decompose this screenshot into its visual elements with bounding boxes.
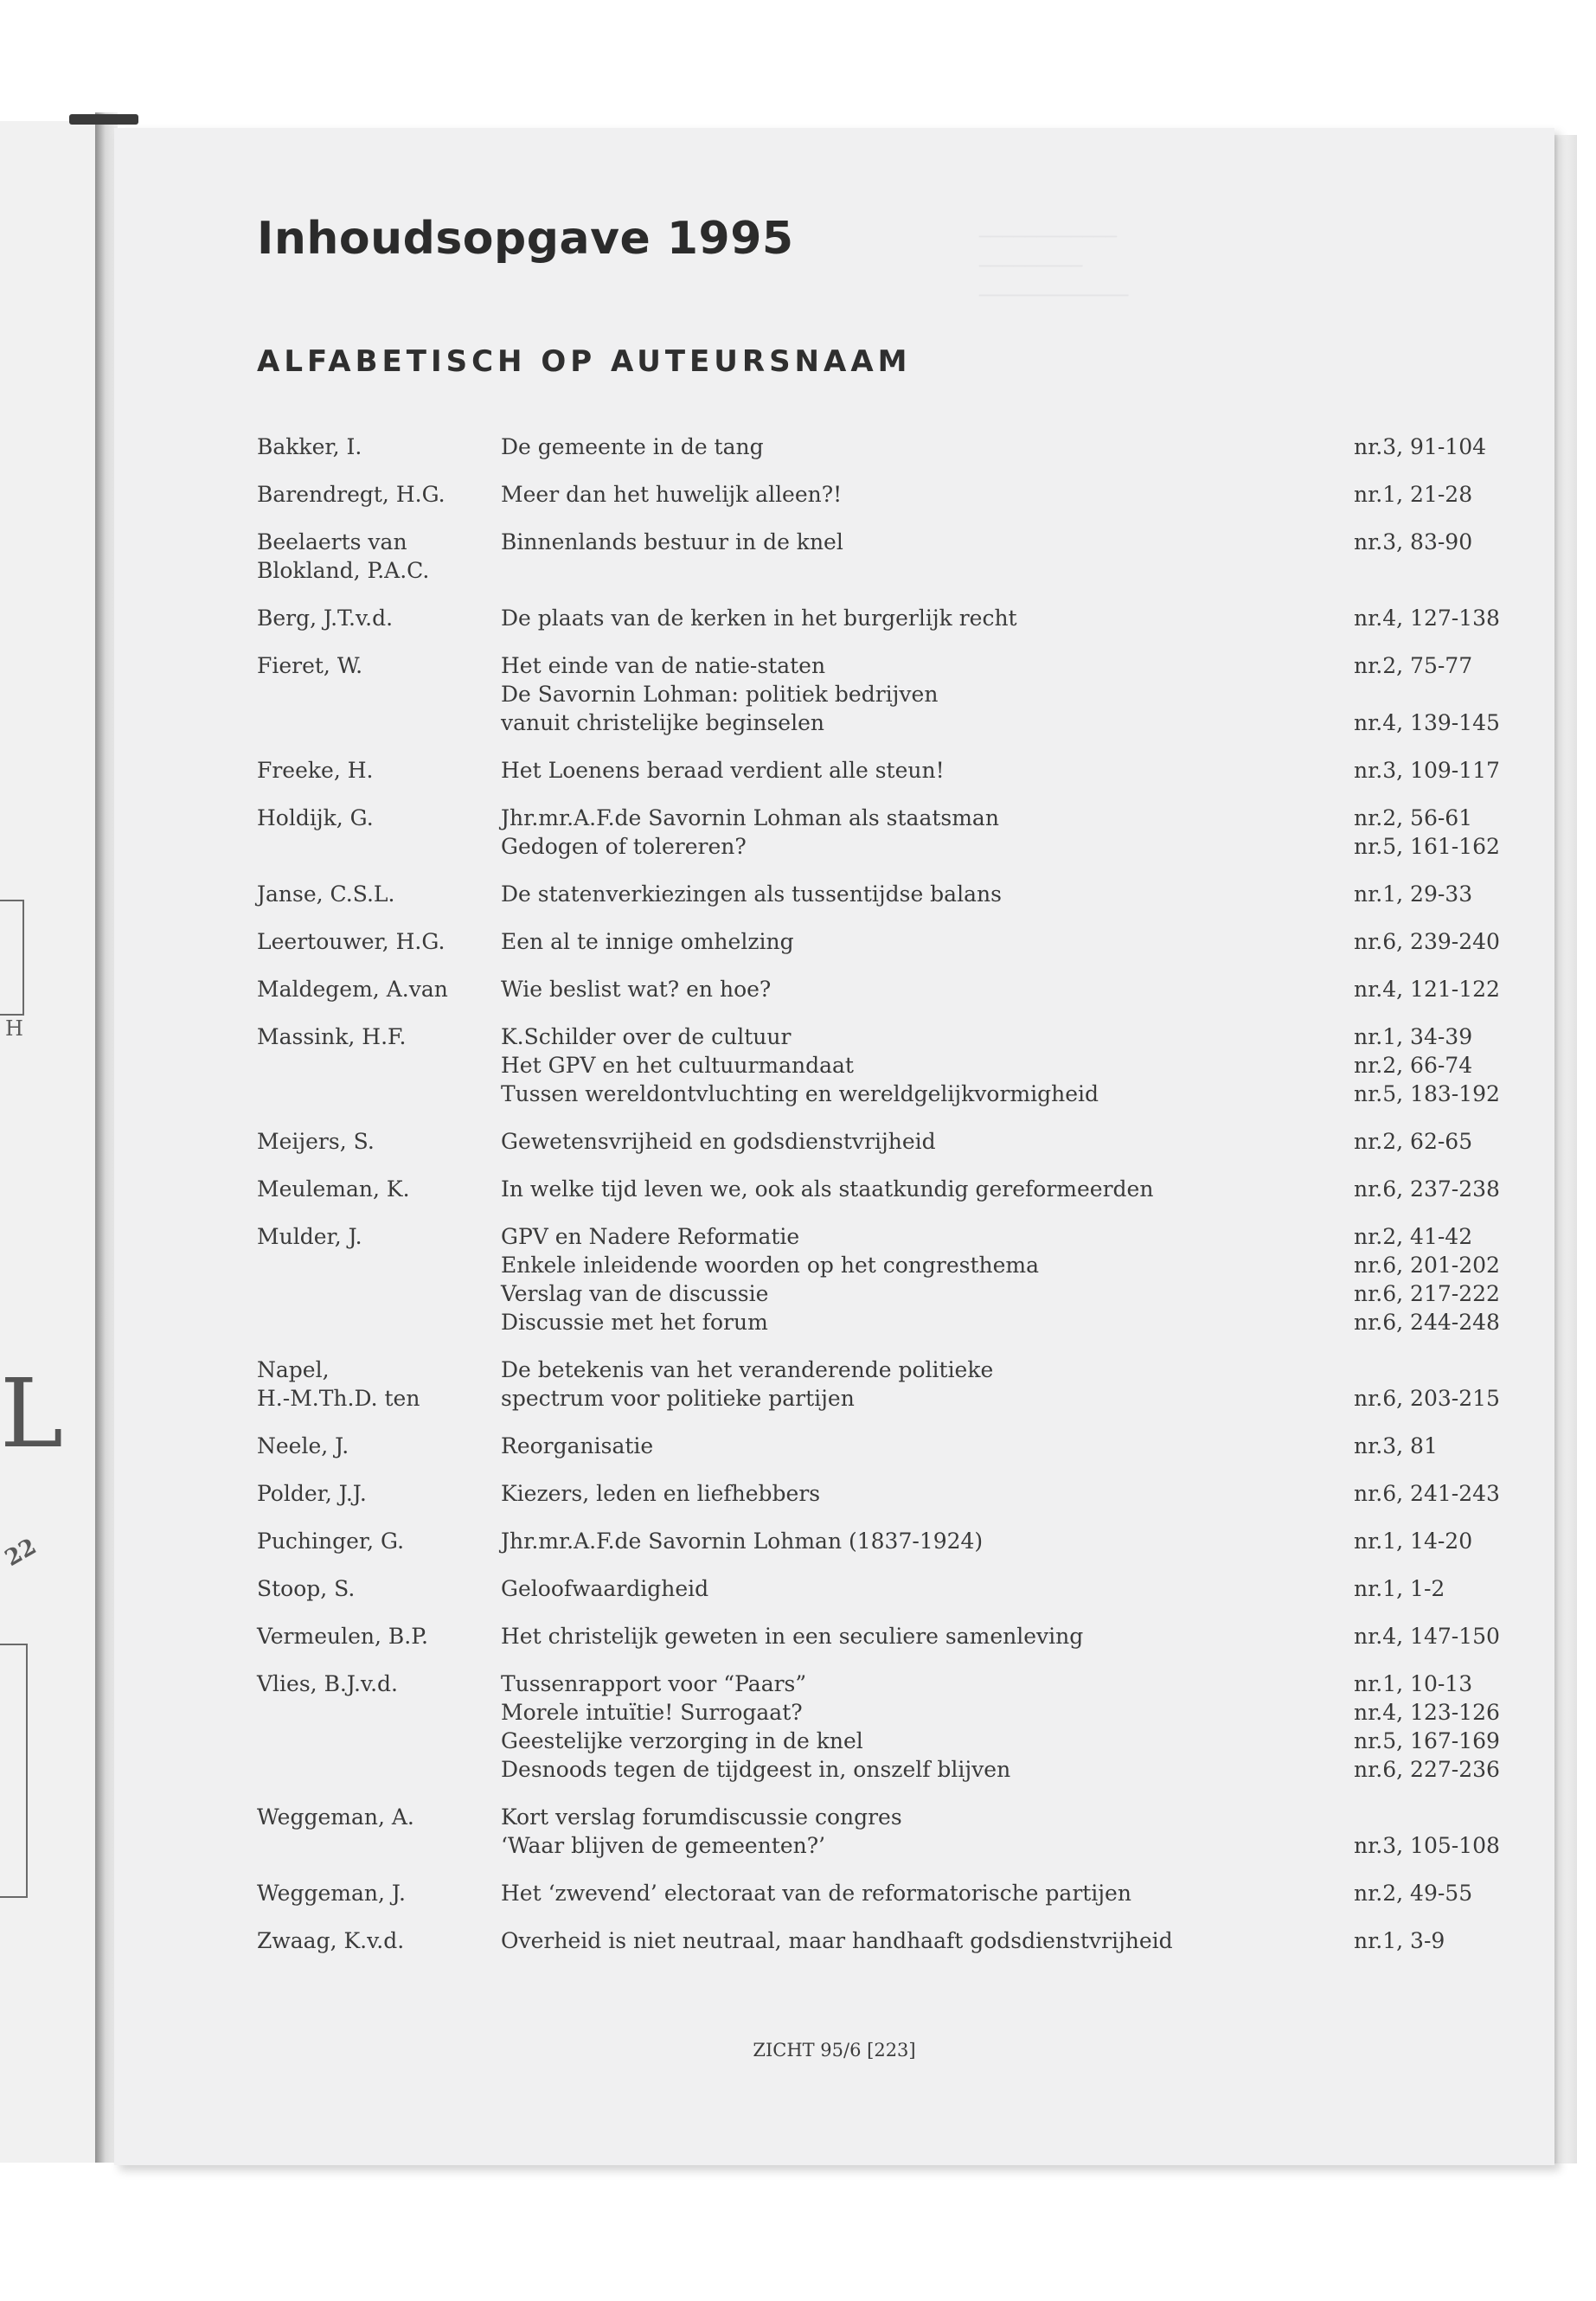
- toc-article-list: [501, 651, 1520, 737]
- toc-article-list: [501, 1670, 1520, 1784]
- toc-article-issue-pages: nr.3, 109-117: [1354, 758, 1500, 783]
- toc-author: Freeke, H.: [257, 758, 374, 783]
- toc-article-list: [501, 975, 1520, 1003]
- toc-article-list: [501, 1574, 1520, 1603]
- toc-article-issue-pages: nr.4, 139-145: [1354, 710, 1500, 735]
- toc-author: Berg, J.T.v.d.: [257, 606, 394, 631]
- toc-article-issue-pages: nr.2, 75-77: [1354, 653, 1473, 678]
- toc-article-issue-pages: nr.2, 62-65: [1354, 1129, 1473, 1154]
- toc-article-issue-pages: nr.4, 123-126: [1354, 1700, 1500, 1725]
- toc-article: [501, 480, 1520, 509]
- toc-article-title: Jhr.mr.A.F.de Savornin Lohman (1837-1924): [501, 1529, 984, 1554]
- toc-article-list: [501, 528, 1520, 556]
- toc-article-title: Verslag van de discussie: [501, 1281, 769, 1306]
- left-page-frame-top: [0, 900, 24, 1016]
- toc-article-title: Het GPV en het cultuurmandaat: [501, 1053, 854, 1078]
- toc-article-title: De gemeente in de tang: [501, 434, 764, 459]
- toc-article-title: Desnoods tegen de tijdgeest in, onszelf blijven: [501, 1757, 1011, 1782]
- left-page-fragment-number: 22: [0, 1533, 42, 1573]
- toc-author: Janse, C.S.L.: [257, 881, 395, 907]
- toc-author: Napel, H.-M.Th.D. ten: [257, 1357, 420, 1411]
- toc-entry: [257, 1670, 1520, 1784]
- toc-article-list: [501, 1622, 1520, 1650]
- toc-author: Mulder, J.: [257, 1224, 362, 1249]
- toc-article-issue-pages: nr.1, 3-9: [1354, 1928, 1445, 1953]
- toc-article-list: [501, 880, 1520, 908]
- toc-article-list: [501, 1127, 1520, 1156]
- toc-entry: [257, 1432, 1520, 1460]
- toc-author: Puchinger, G.: [257, 1529, 405, 1554]
- toc-article-issue-pages: nr.6, 244-248: [1354, 1310, 1500, 1335]
- toc-author: Stoop, S.: [257, 1576, 356, 1601]
- toc-article-issue-pages: nr.5, 167-169: [1354, 1728, 1500, 1753]
- toc-article: [501, 1080, 1520, 1108]
- toc-article-issue-pages: nr.1, 1-2: [1354, 1576, 1445, 1601]
- toc-article-title: De Savornin Lohman: politiek bedrijven vanuit christelijke beginselen: [501, 682, 939, 735]
- toc-article-title: Geloofwaardigheid: [501, 1576, 709, 1601]
- toc-entry: [257, 1803, 1520, 1860]
- toc-article-issue-pages: nr.4, 147-150: [1354, 1624, 1500, 1649]
- toc-article: [501, 832, 1520, 861]
- toc-article-list: [501, 1175, 1520, 1203]
- toc-author: Vermeulen, B.P.: [257, 1624, 428, 1649]
- left-page-frame-bottom: [0, 1644, 28, 1898]
- toc-article-issue-pages: nr.1, 34-39: [1354, 1024, 1473, 1049]
- toc-article-title: Gedogen of tolereren?: [501, 834, 747, 859]
- table-of-contents: [257, 433, 1520, 1974]
- toc-article-issue-pages: nr.3, 81: [1354, 1433, 1438, 1458]
- toc-entry: [257, 1222, 1520, 1336]
- toc-article-title: Tussenrapport voor “Paars”: [501, 1671, 807, 1696]
- toc-article: [501, 1127, 1520, 1156]
- toc-article-title: Gewetensvrijheid en godsdienstvrijheid: [501, 1129, 936, 1154]
- toc-article-issue-pages: nr.6, 227-236: [1354, 1757, 1500, 1782]
- toc-author: Fieret, W.: [257, 653, 363, 678]
- toc-entry: [257, 604, 1520, 632]
- toc-article-title: Jhr.mr.A.F.de Savornin Lohman als staatsman: [501, 805, 999, 830]
- toc-article-title: Geestelijke verzorging in de knel: [501, 1728, 863, 1753]
- toc-author: Holdijk, G.: [257, 805, 374, 830]
- toc-article-title: K.Schilder over de cultuur: [501, 1024, 792, 1049]
- toc-article: [501, 1479, 1520, 1508]
- toc-entry: [257, 756, 1520, 785]
- toc-article-title: Het ‘zwevend’ electoraat van de reformatorische partijen: [501, 1881, 1131, 1906]
- toc-article: [501, 1670, 1520, 1698]
- toc-article-title: Reorganisatie: [501, 1433, 654, 1458]
- toc-entry: [257, 1175, 1520, 1203]
- toc-author: Barendregt, H.G.: [257, 482, 445, 507]
- toc-article-list: [501, 804, 1520, 861]
- toc-article-issue-pages: nr.6, 217-222: [1354, 1281, 1500, 1306]
- toc-entry: [257, 1527, 1520, 1555]
- toc-article-issue-pages: nr.6, 203-215: [1354, 1386, 1500, 1411]
- toc-article-issue-pages: nr.3, 105-108: [1354, 1833, 1500, 1858]
- toc-article-list: [501, 1432, 1520, 1460]
- toc-article-title: Meer dan het huwelijk alleen?!: [501, 482, 843, 507]
- toc-article-issue-pages: nr.1, 14-20: [1354, 1529, 1473, 1554]
- toc-article-title: Kort verslag forumdiscussie congres ‘Waar blijven de gemeenten?’: [501, 1804, 902, 1858]
- toc-article-list: [501, 1527, 1520, 1555]
- toc-author: Leertouwer, H.G.: [257, 929, 445, 954]
- toc-article: [501, 1051, 1520, 1080]
- toc-article-list: [501, 1803, 1520, 1860]
- toc-article-issue-pages: nr.1, 10-13: [1354, 1671, 1473, 1696]
- toc-article-issue-pages: nr.5, 161-162: [1354, 834, 1500, 859]
- toc-article-issue-pages: nr.2, 49-55: [1354, 1881, 1473, 1906]
- toc-author: Bakker, I.: [257, 434, 362, 459]
- left-page-fragment-letter: L: [0, 1358, 64, 1469]
- toc-entry: [257, 1879, 1520, 1907]
- toc-author: Polder, J.J.: [257, 1481, 367, 1506]
- toc-article: [501, 756, 1520, 785]
- content-page: [114, 128, 1554, 2165]
- toc-article-title: Een al te innige omhelzing: [501, 929, 794, 954]
- toc-article: [501, 1432, 1520, 1460]
- toc-article-list: [501, 480, 1520, 509]
- toc-article: [501, 1926, 1520, 1955]
- toc-article-list: [501, 927, 1520, 956]
- toc-article-issue-pages: nr.3, 91-104: [1354, 434, 1487, 459]
- toc-entry: [257, 1022, 1520, 1108]
- toc-author: Beelaerts van Blokland, P.A.C.: [257, 529, 430, 583]
- page-title: Inhoudsopgave 1995: [257, 213, 794, 265]
- toc-entry: [257, 1127, 1520, 1156]
- toc-article-issue-pages: nr.1, 21-28: [1354, 482, 1473, 507]
- toc-article-title: Discussie met het forum: [501, 1310, 768, 1335]
- toc-article: [501, 1222, 1520, 1251]
- toc-entry: [257, 927, 1520, 956]
- toc-article-list: [501, 1479, 1520, 1508]
- toc-entry: [257, 528, 1520, 585]
- section-heading: ALFABETISCH OP AUTEURSNAAM: [257, 344, 912, 379]
- toc-article: [501, 680, 1520, 737]
- toc-article-list: [501, 1879, 1520, 1907]
- toc-article: [501, 804, 1520, 832]
- toc-article: [501, 651, 1520, 680]
- toc-article-issue-pages: nr.4, 121-122: [1354, 977, 1500, 1002]
- toc-article: [501, 1308, 1520, 1336]
- toc-article: [501, 1698, 1520, 1727]
- toc-article: [501, 1622, 1520, 1650]
- toc-author: Weggeman, J.: [257, 1881, 406, 1906]
- toc-article: [501, 927, 1520, 956]
- toc-article-list: [501, 433, 1520, 461]
- toc-author: Zwaag, K.v.d.: [257, 1928, 405, 1953]
- toc-article: [501, 528, 1520, 556]
- toc-article-title: Het christelijk geweten in een seculiere samenleving: [501, 1624, 1084, 1649]
- toc-article: [501, 1755, 1520, 1784]
- toc-article: [501, 880, 1520, 908]
- toc-author: Meijers, S.: [257, 1129, 375, 1154]
- toc-article-list: [501, 604, 1520, 632]
- toc-article-title: Enkele inleidende woorden op het congresthema: [501, 1253, 1040, 1278]
- toc-article: [501, 604, 1520, 632]
- toc-article-title: GPV en Nadere Reformatie: [501, 1224, 800, 1249]
- toc-entry: [257, 433, 1520, 461]
- toc-article-title: Binnenlands bestuur in de knel: [501, 529, 843, 554]
- toc-article-issue-pages: nr.6, 239-240: [1354, 929, 1500, 954]
- toc-article-title: Kiezers, leden en liefhebbers: [501, 1481, 821, 1506]
- toc-article-issue-pages: nr.2, 41-42: [1354, 1224, 1473, 1249]
- toc-article-issue-pages: nr.6, 237-238: [1354, 1176, 1500, 1202]
- toc-entry: [257, 804, 1520, 861]
- toc-entry: [257, 1622, 1520, 1650]
- toc-entry: [257, 1356, 1520, 1413]
- left-page-fragment-small: H: [5, 1016, 23, 1041]
- toc-article-list: [501, 1222, 1520, 1336]
- toc-article: [501, 1175, 1520, 1203]
- toc-article: [501, 1356, 1520, 1413]
- toc-article-issue-pages: nr.1, 29-33: [1354, 881, 1473, 907]
- toc-author: Weggeman, A.: [257, 1804, 414, 1830]
- toc-article-issue-pages: nr.2, 56-61: [1354, 805, 1473, 830]
- toc-article: [501, 975, 1520, 1003]
- toc-article-list: [501, 1356, 1520, 1413]
- toc-article-title: Tussen wereldontvluchting en wereldgelijkvormigheid: [501, 1081, 1099, 1106]
- toc-article-title: Overheid is niet neutraal, maar handhaaft godsdienstvrijheid: [501, 1928, 1173, 1953]
- toc-entry: [257, 651, 1520, 737]
- toc-article-title: De plaats van de kerken in het burgerlijk recht: [501, 606, 1017, 631]
- toc-article-title: De betekenis van het veranderende politieke spectrum voor politieke partijen: [501, 1357, 994, 1411]
- toc-article-list: [501, 756, 1520, 785]
- toc-article-issue-pages: nr.6, 201-202: [1354, 1253, 1500, 1278]
- toc-author: Vlies, B.J.v.d.: [257, 1671, 398, 1696]
- toc-article-title: Morele intuïtie! Surrogaat?: [501, 1700, 803, 1725]
- toc-article-list: [501, 1926, 1520, 1955]
- toc-entry: [257, 1926, 1520, 1955]
- toc-article-title: Het einde van de natie-staten: [501, 653, 826, 678]
- toc-article-title: In welke tijd leven we, ook als staatkundig gereformeerden: [501, 1176, 1154, 1202]
- show-through-text: ──────────── ───────── ─────────────: [979, 227, 1129, 307]
- toc-author: Meuleman, K.: [257, 1176, 410, 1202]
- toc-article: [501, 1879, 1520, 1907]
- toc-entry: [257, 880, 1520, 908]
- page-footer-reference: ZICHT 95/6 [223]: [753, 2040, 916, 2061]
- toc-article-issue-pages: nr.2, 66-74: [1354, 1053, 1473, 1078]
- toc-author: Massink, H.F.: [257, 1024, 407, 1049]
- toc-article: [501, 433, 1520, 461]
- toc-entry: [257, 1574, 1520, 1603]
- toc-article: [501, 1803, 1520, 1860]
- toc-author: Maldegem, A.van: [257, 977, 448, 1002]
- toc-article: [501, 1574, 1520, 1603]
- toc-entry: [257, 480, 1520, 509]
- toc-article: [501, 1527, 1520, 1555]
- toc-article: [501, 1727, 1520, 1755]
- toc-article-issue-pages: nr.3, 83-90: [1354, 529, 1473, 554]
- right-page-stack-edge: [1551, 135, 1577, 2163]
- book-spine-cap: [69, 114, 138, 125]
- toc-article-issue-pages: nr.6, 241-243: [1354, 1481, 1500, 1506]
- toc-article-title: Wie beslist wat? en hoe?: [501, 977, 772, 1002]
- toc-article-issue-pages: nr.5, 183-192: [1354, 1081, 1500, 1106]
- toc-entry: [257, 975, 1520, 1003]
- toc-article-list: [501, 1022, 1520, 1108]
- toc-article-issue-pages: nr.4, 127-138: [1354, 606, 1500, 631]
- toc-entry: [257, 1479, 1520, 1508]
- left-page-edge: [0, 121, 106, 2163]
- toc-article: [501, 1279, 1520, 1308]
- toc-article: [501, 1022, 1520, 1051]
- toc-article-title: Het Loenens beraad verdient alle steun!: [501, 758, 945, 783]
- toc-article-title: De statenverkiezingen als tussentijdse balans: [501, 881, 1002, 907]
- toc-article: [501, 1251, 1520, 1279]
- toc-author: Neele, J.: [257, 1433, 349, 1458]
